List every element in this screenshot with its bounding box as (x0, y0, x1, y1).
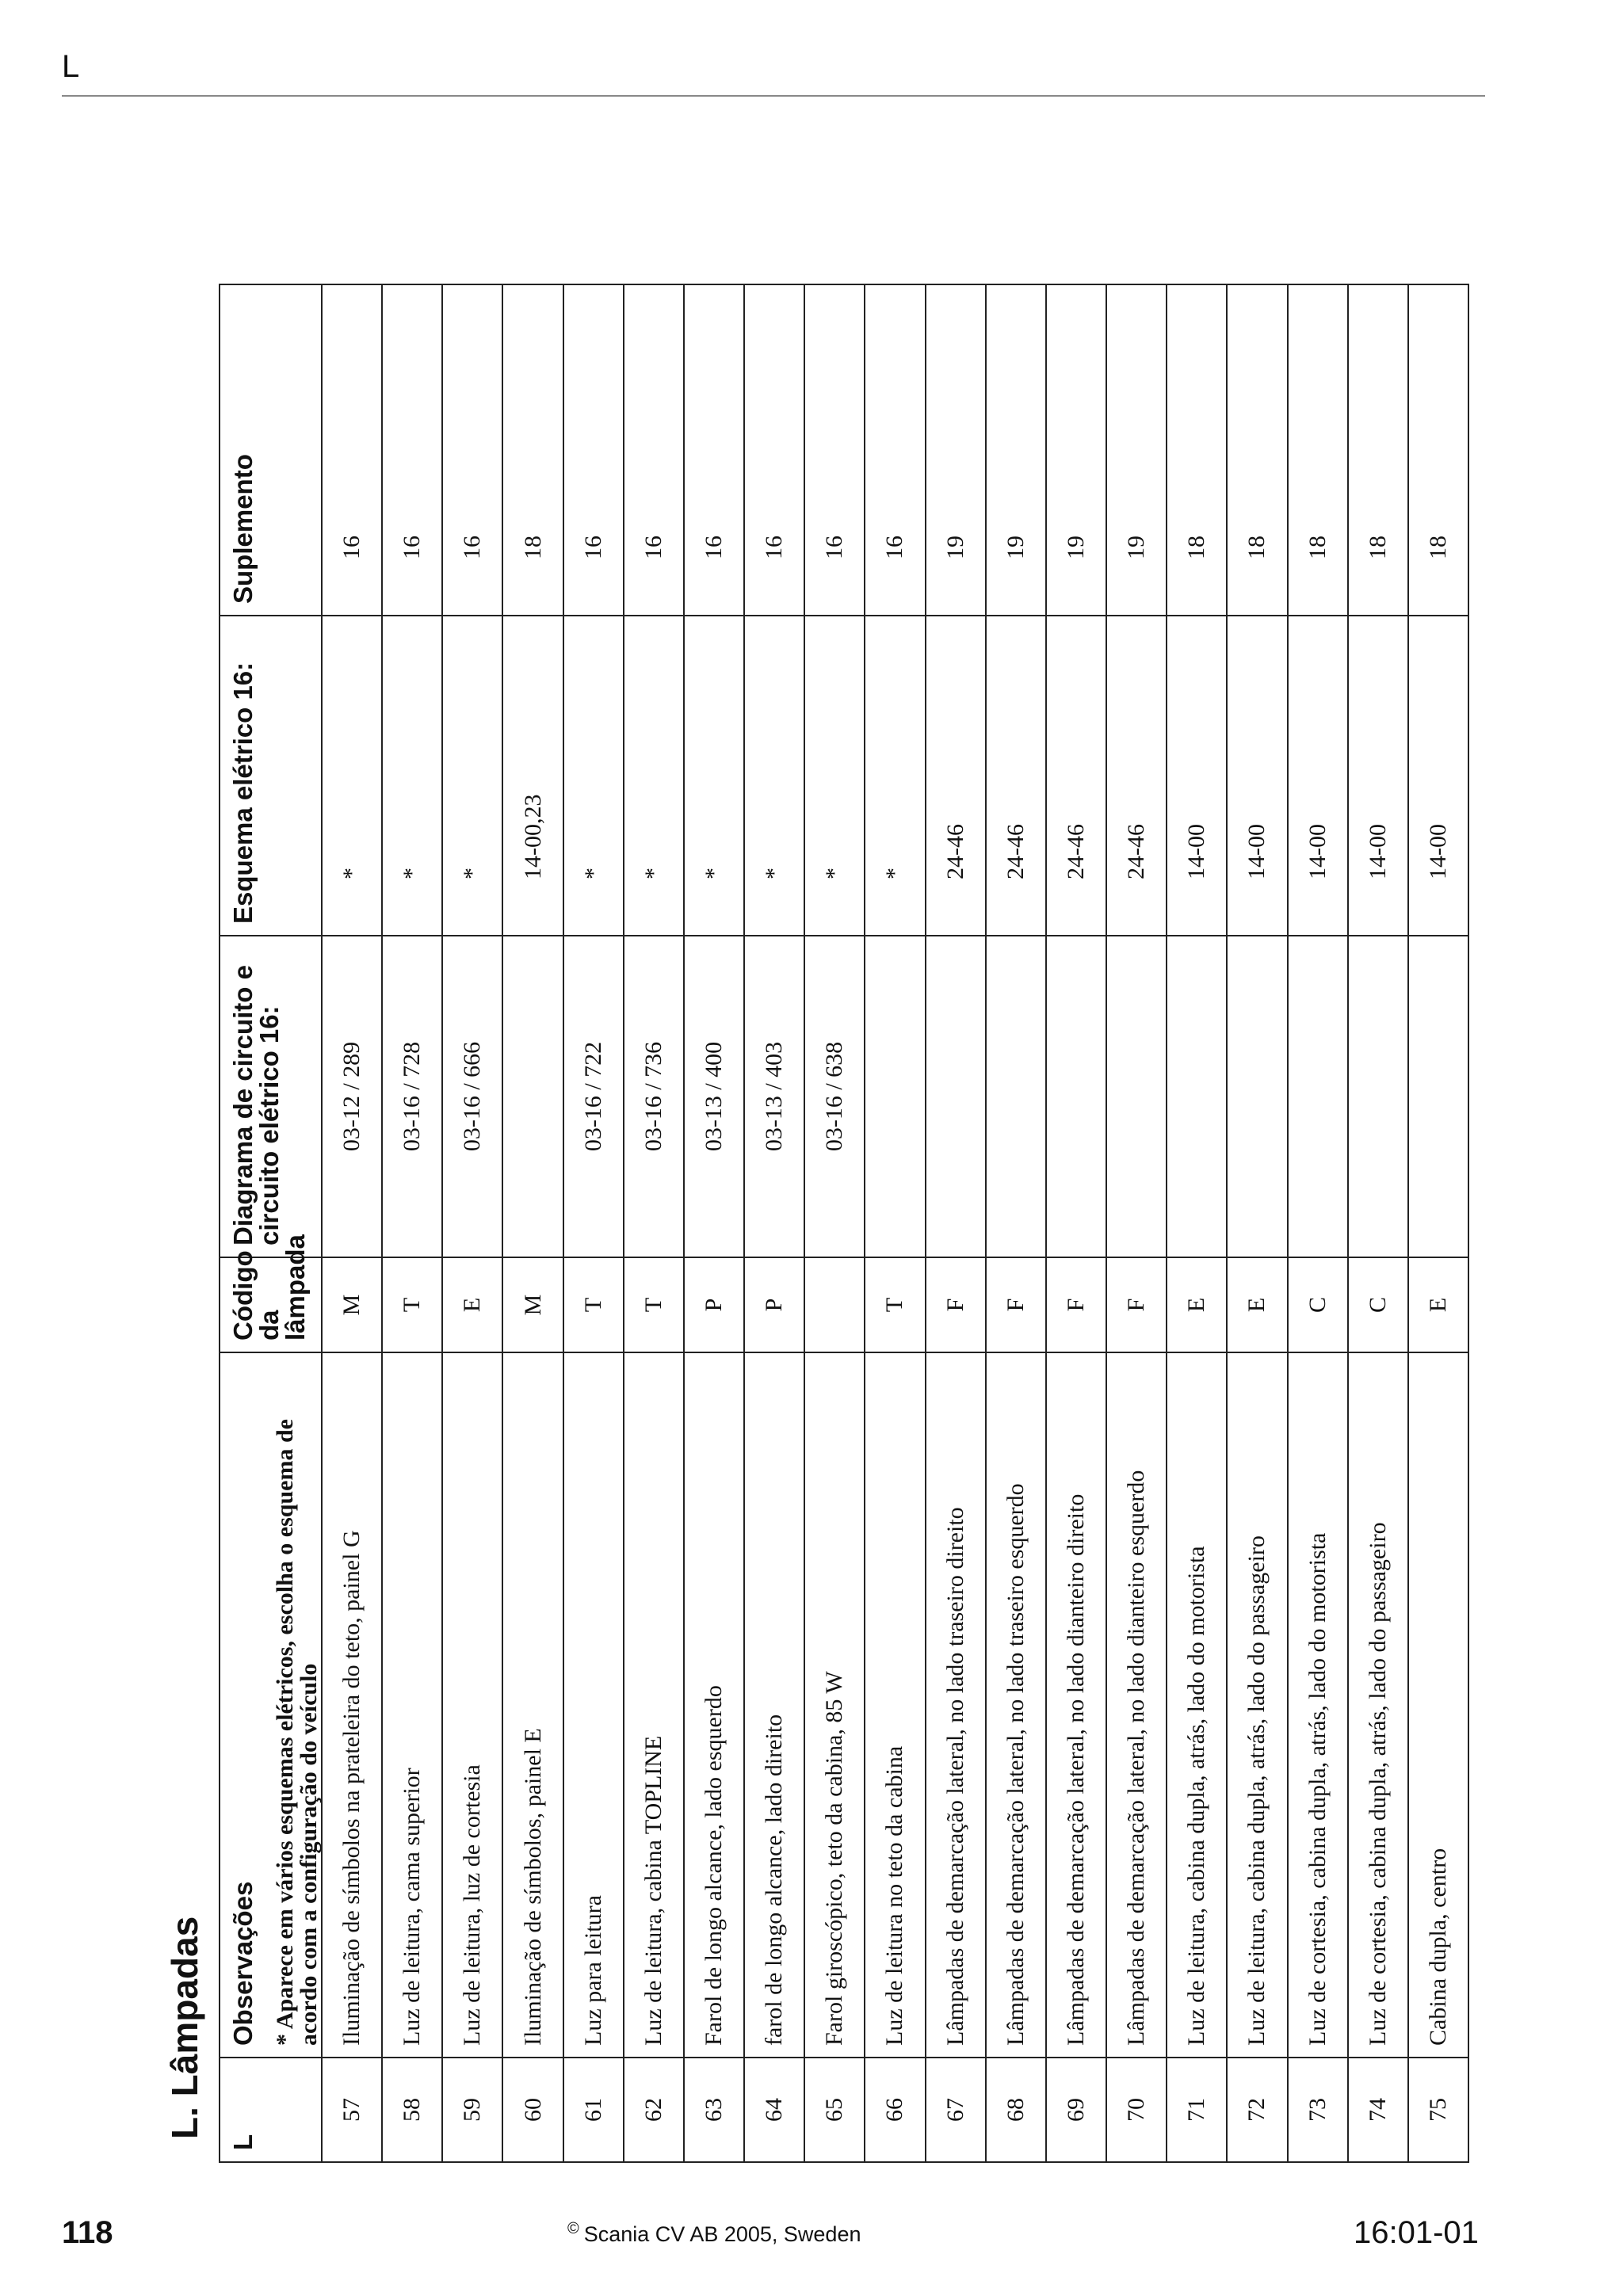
row-observation: Farol giroscópico, teto da cabina, 85 W (804, 1352, 865, 2058)
row-supplement: 18 (1167, 284, 1227, 616)
section-letter: L (62, 49, 80, 84)
table-row (926, 284, 986, 2162)
table-body (322, 284, 1468, 2162)
row-observation: Luz de cortesia, cabina dupla, atrás, lado do motorista (1288, 1352, 1348, 2058)
row-electric-scheme: * (382, 616, 442, 936)
table-row (865, 284, 925, 2162)
row-lamp-code: T (865, 1257, 925, 1352)
copyright-text: Scania CV AB 2005, Sweden (583, 2222, 861, 2246)
header-observations (220, 1352, 322, 2058)
row-supplement: 19 (1046, 284, 1106, 616)
lamp-table (219, 284, 1469, 2163)
row-number: 74 (1348, 2058, 1408, 2162)
row-supplement: 18 (1408, 284, 1468, 616)
table-row (563, 284, 624, 2162)
row-observation: Luz de leitura, luz de cortesia (442, 1352, 502, 2058)
row-observation: Luz de leitura, cabina dupla, atrás, lado do passageiro (1227, 1352, 1287, 2058)
row-circuit-diagram (986, 936, 1046, 1257)
row-number: 73 (1288, 2058, 1348, 2162)
row-lamp-code: E (1408, 1257, 1468, 1352)
table-row (744, 284, 804, 2162)
row-lamp-code: F (986, 1257, 1046, 1352)
row-supplement: 18 (502, 284, 563, 616)
row-circuit-diagram: 03-12 / 289 (322, 936, 382, 1257)
row-number: 75 (1408, 2058, 1468, 2162)
row-number: 71 (1167, 2058, 1227, 2162)
row-lamp-code: C (1348, 1257, 1408, 1352)
row-number: 59 (442, 2058, 502, 2162)
row-circuit-diagram (865, 936, 925, 1257)
document-code: 16:01-01 (1354, 2215, 1479, 2250)
row-observation: Lâmpadas de demarcação lateral, no lado dianteiro esquerdo (1106, 1352, 1167, 2058)
header-number: L (220, 2058, 322, 2162)
row-lamp-code: P (684, 1257, 744, 1352)
row-electric-scheme: * (624, 616, 684, 936)
row-circuit-diagram (926, 936, 986, 1257)
row-observation: Lâmpadas de demarcação lateral, no lado traseiro direito (926, 1352, 986, 2058)
header-lamp-code: Código da lâmpada (220, 1257, 322, 1352)
row-supplement: 16 (624, 284, 684, 616)
row-number: 70 (1106, 2058, 1167, 2162)
row-number: 57 (322, 2058, 382, 2162)
header-observations-note: * Aparece em vários esquemas elétricos, escolha o esquema de acordo com a configuração do veículo (272, 1419, 322, 2046)
row-electric-scheme: 24-46 (1106, 616, 1167, 936)
row-electric-scheme: 14-00 (1167, 616, 1227, 936)
row-number: 62 (624, 2058, 684, 2162)
row-observation: Iluminação de símbolos na prateleira do teto, painel G (322, 1352, 382, 2058)
row-supplement: 16 (804, 284, 865, 616)
table-row (1106, 284, 1167, 2162)
table-row (684, 284, 744, 2162)
row-lamp-code (804, 1257, 865, 1352)
row-supplement: 19 (926, 284, 986, 616)
row-supplement: 16 (744, 284, 804, 616)
row-circuit-diagram (1348, 936, 1408, 1257)
row-observation: Iluminação de símbolos, painel E (502, 1352, 563, 2058)
page-title: L. Lâmpadas (164, 1916, 205, 2139)
header-observations-label: Observações (228, 1881, 258, 2046)
row-electric-scheme: 24-46 (1046, 616, 1106, 936)
table-row (322, 284, 382, 2162)
row-circuit-diagram (1167, 936, 1227, 1257)
row-supplement: 19 (986, 284, 1046, 616)
copyright (567, 2221, 861, 2245)
row-supplement: 16 (322, 284, 382, 616)
row-lamp-code: F (926, 1257, 986, 1352)
header-circuit-diagram: Diagrama de circuito e circuito elétrico 16: (220, 936, 322, 1257)
header-rule (62, 95, 1485, 97)
row-electric-scheme: 14-00 (1227, 616, 1287, 936)
page-number: 118 (62, 2215, 113, 2250)
row-supplement: 16 (563, 284, 624, 616)
row-circuit-diagram (502, 936, 563, 1257)
row-electric-scheme: * (804, 616, 865, 936)
row-lamp-code: T (563, 1257, 624, 1352)
row-circuit-diagram: 03-16 / 666 (442, 936, 502, 1257)
row-observation: Farol de longo alcance, lado esquerdo (684, 1352, 744, 2058)
row-observation: Luz de leitura no teto da cabina (865, 1352, 925, 2058)
row-lamp-code: E (1167, 1257, 1227, 1352)
row-lamp-code: M (322, 1257, 382, 1352)
row-observation: Cabina dupla, centro (1408, 1352, 1468, 2058)
table-row (1288, 284, 1348, 2162)
row-number: 61 (563, 2058, 624, 2162)
row-supplement: 18 (1348, 284, 1408, 616)
row-lamp-code: C (1288, 1257, 1348, 1352)
row-supplement: 16 (865, 284, 925, 616)
row-supplement: 18 (1288, 284, 1348, 616)
row-circuit-diagram (1046, 936, 1106, 1257)
row-observation: Luz de leitura, cabina dupla, atrás, lado do motorista (1167, 1352, 1227, 2058)
row-circuit-diagram: 03-16 / 722 (563, 936, 624, 1257)
row-number: 66 (865, 2058, 925, 2162)
row-circuit-diagram (1106, 936, 1167, 1257)
row-electric-scheme: 24-46 (926, 616, 986, 936)
row-circuit-diagram: 03-16 / 728 (382, 936, 442, 1257)
row-number: 69 (1046, 2058, 1106, 2162)
row-circuit-diagram (1227, 936, 1287, 1257)
table-row (442, 284, 502, 2162)
row-number: 68 (986, 2058, 1046, 2162)
row-supplement: 18 (1227, 284, 1287, 616)
table-row (1227, 284, 1287, 2162)
row-lamp-code: T (624, 1257, 684, 1352)
table-header-row (220, 284, 322, 2162)
row-circuit-diagram: 03-16 / 638 (804, 936, 865, 1257)
row-supplement: 16 (442, 284, 502, 616)
table-row (1046, 284, 1106, 2162)
row-electric-scheme: * (865, 616, 925, 936)
row-supplement: 16 (382, 284, 442, 616)
table-row (1167, 284, 1227, 2162)
table-row (502, 284, 563, 2162)
row-circuit-diagram (1288, 936, 1348, 1257)
row-electric-scheme: * (684, 616, 744, 936)
row-lamp-code: E (1227, 1257, 1287, 1352)
row-electric-scheme: * (442, 616, 502, 936)
row-lamp-code: M (502, 1257, 563, 1352)
table-row (624, 284, 684, 2162)
row-lamp-code: F (1046, 1257, 1106, 1352)
row-electric-scheme: * (563, 616, 624, 936)
row-supplement: 19 (1106, 284, 1167, 616)
row-number: 58 (382, 2058, 442, 2162)
row-electric-scheme: 14-00 (1408, 616, 1468, 936)
table-row (1408, 284, 1468, 2162)
row-observation: Luz de leitura, cama superior (382, 1352, 442, 2058)
lamp-table-container (219, 285, 1469, 2163)
row-number: 60 (502, 2058, 563, 2162)
row-observation: Lâmpadas de demarcação lateral, no lado dianteiro direito (1046, 1352, 1106, 2058)
header-supplement: Suplemento (220, 284, 322, 616)
row-circuit-diagram: 03-13 / 403 (744, 936, 804, 1257)
row-observation: Lâmpadas de demarcação lateral, no lado traseiro esquerdo (986, 1352, 1046, 2058)
table-row (382, 284, 442, 2162)
row-number: 64 (744, 2058, 804, 2162)
row-electric-scheme: 14-00 (1348, 616, 1408, 936)
row-supplement: 16 (684, 284, 744, 616)
table-row (1348, 284, 1408, 2162)
table-row (986, 284, 1046, 2162)
header-electric-scheme: Esquema elétrico 16: (220, 616, 322, 936)
row-circuit-diagram (1408, 936, 1468, 1257)
row-electric-scheme: * (744, 616, 804, 936)
row-electric-scheme: 24-46 (986, 616, 1046, 936)
row-lamp-code: T (382, 1257, 442, 1352)
copyright-symbol: © (567, 2220, 579, 2237)
row-lamp-code: P (744, 1257, 804, 1352)
row-lamp-code: F (1106, 1257, 1167, 1352)
row-number: 67 (926, 2058, 986, 2162)
row-circuit-diagram: 03-16 / 736 (624, 936, 684, 1257)
row-electric-scheme: 14-00,23 (502, 616, 563, 936)
row-number: 63 (684, 2058, 744, 2162)
row-number: 72 (1227, 2058, 1287, 2162)
row-observation: farol de longo alcance, lado direito (744, 1352, 804, 2058)
table-row (804, 284, 865, 2162)
row-circuit-diagram: 03-13 / 400 (684, 936, 744, 1257)
row-observation: Luz para leitura (563, 1352, 624, 2058)
row-observation: Luz de cortesia, cabina dupla, atrás, lado do passageiro (1348, 1352, 1408, 2058)
row-electric-scheme: 14-00 (1288, 616, 1348, 936)
row-lamp-code: E (442, 1257, 502, 1352)
row-electric-scheme: * (322, 616, 382, 936)
row-number: 65 (804, 2058, 865, 2162)
row-observation: Luz de leitura, cabina TOPLINE (624, 1352, 684, 2058)
